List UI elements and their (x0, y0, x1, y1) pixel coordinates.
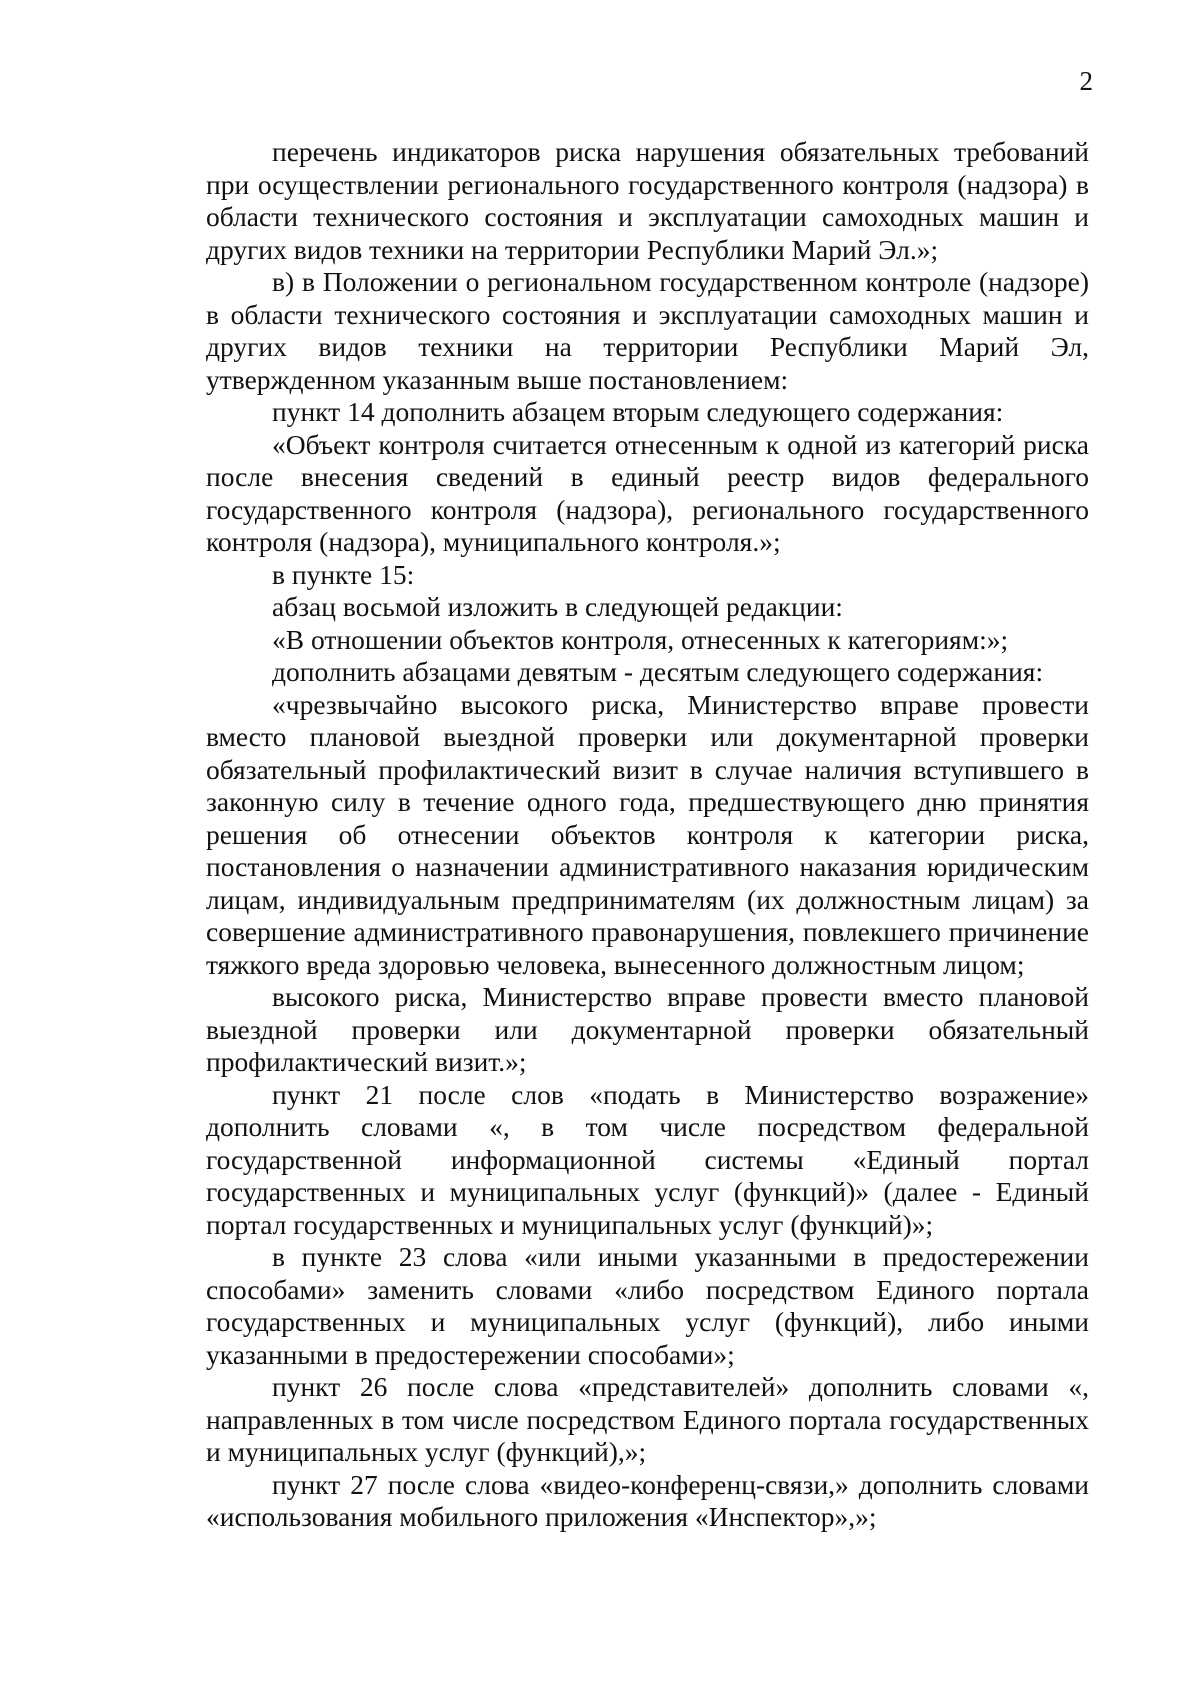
paragraph-item-27: пункт 27 после слова «видео-конференц-связи,» дополнить словами «использования мобильного приложения «Инспектор»,»; (206, 1468, 1089, 1532)
paragraph-item-21: пункт 21 после слов «подать в Министерство возражение» дополнить словами «, в том числе посредством федеральной государственной информационной системы «Единый портал государственных и муниципальных услуг (функций)» (далее - Единый портал государственных и муниципальных услуг (функций)»; (206, 1078, 1089, 1240)
paragraph-item-15-eighth: абзац восьмой изложить в следующей редакции: (272, 591, 843, 622)
paragraph-item-23: в пункте 23 слова «или иными указанными в предостережении способами» заменить словами «либо посредством Единого портала государственных и муниципальных услуг (функций), либо иными указанными в предостережении способами»; (206, 1241, 1089, 1370)
page-number: 2 (1079, 66, 1093, 96)
paragraph-item-14: пункт 14 дополнить абзацем вторым следующего содержания: (272, 396, 1004, 427)
paragraph-item-15-add: дополнить абзацами девятым - десятым следующего содержания: (272, 656, 1044, 687)
paragraph-high-risk: высокого риска, Министерство вправе провести вместо плановой выездной проверки или документарной проверки обязательный профилактический визит.»; (206, 981, 1089, 1077)
paragraph-indicators-list: перечень индикаторов риска нарушения обязательных требований при осуществлении регионального государственного контроля (надзора) в области технического состояния и эксплуатации самоходных машин и других видов техники на территории Республики Марий Эл.»; (206, 136, 1089, 265)
document-body (206, 136, 1089, 1534)
paragraph-item-15-eighth-text: «В отношении объектов контроля, отнесенных к категориям:»; (272, 623, 1009, 655)
paragraph-extremely-high-risk: «чрезвычайно высокого риска, Министерство вправе провести вместо плановой выездной проверки или документарной проверки обязательный профилактический визит в случае наличия вступившего в законную силу в течение одного года, предшествующего дню принятия решения об отнесении объектов контроля к категории риска, постановления о назначении административного наказания юридическим лицам, индивидуальным предпринимателям (их должностным лицам) за совершение административного правонарушения, повлекшего причинение тяжкого вреда здоровью человека, вынесенного должностным лицом; (206, 688, 1089, 980)
paragraph-item-14-text: «Объект контроля считается отнесенным к одной из категорий риска после внесения сведений в единый реестр видов федерального государственного контроля (надзора), регионального государственного контроля (надзора), муниципального контроля.»; (206, 428, 1089, 557)
paragraph-amendment-c: в) в Положении о региональном государственном контроле (надзоре) в области технического состояния и эксплуатации самоходных машин и других видов техники на территории Республики Марий Эл, утвержденном указанным выше постановлением: (206, 266, 1089, 395)
paragraph-item-15: в пункте 15: (272, 558, 415, 590)
paragraph-item-26: пункт 26 после слова «представителей» дополнить словами «, направленных в том числе посредством Единого портала государственных и муниципальных услуг (функций),»; (206, 1371, 1089, 1467)
